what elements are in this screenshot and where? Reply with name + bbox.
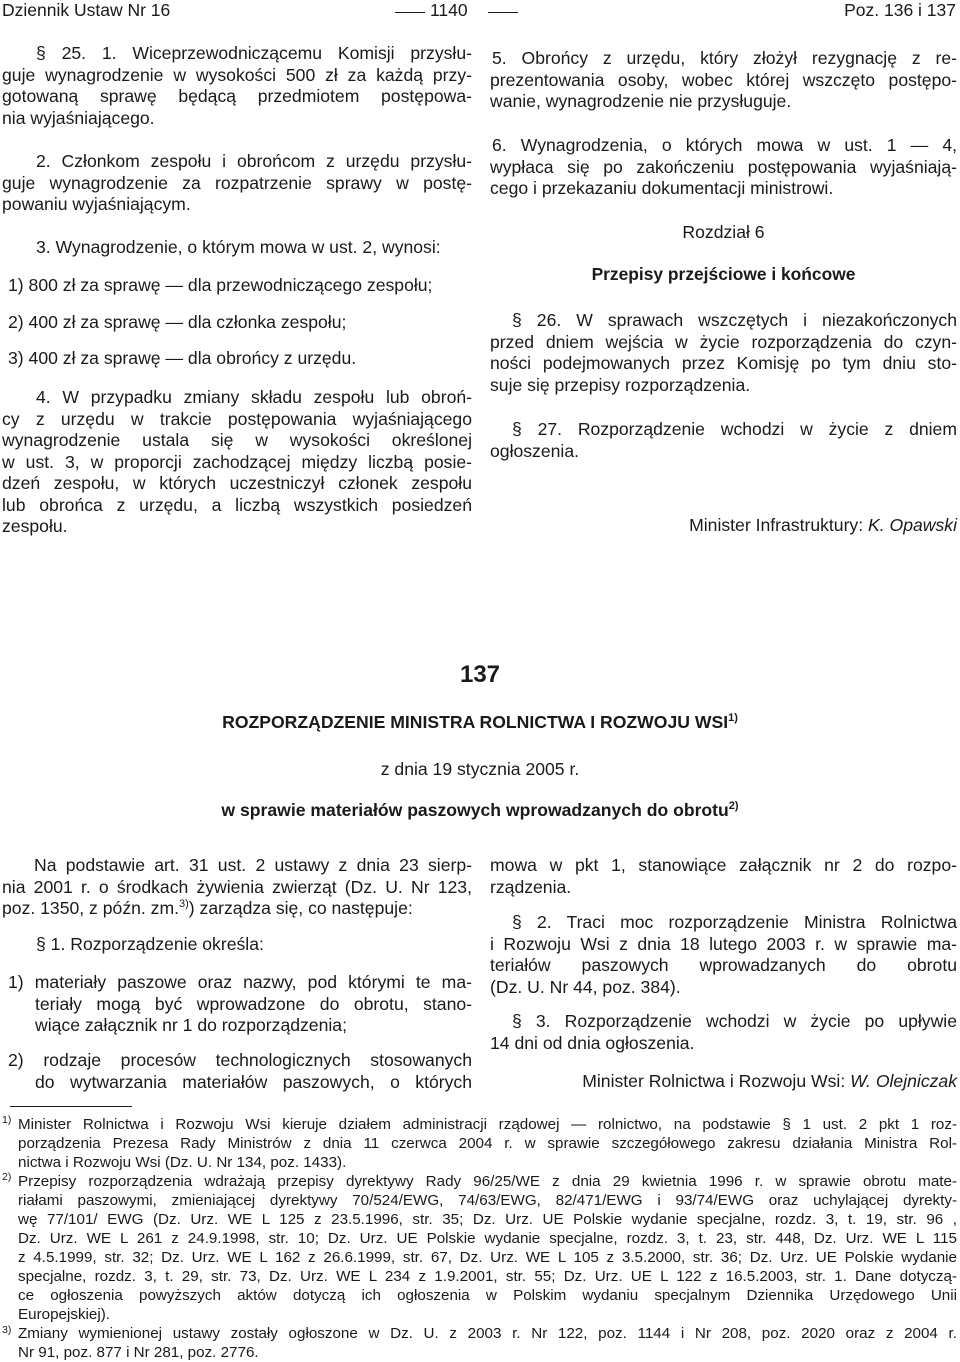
paragraph-25-1: § 25. 1. Wiceprzewodniczącemu Komisji przysłu- guje wynagrodzenie w wysokości 500 zł za każdą przy- gotowaną sprawę będącą przedmiotem postępowa- nia wyjaśniającego. (2, 43, 472, 128)
paragraph-25-3: 3. Wynagrodzenie, o którym mowa w ust. 2, wynosi: (36, 237, 441, 257)
footnote-ref-3: 3) (179, 898, 189, 911)
footnote-3: Zmiany wymienionej ustawy zostały ogłoszone w Dz. U. z 2003 r. Nr 122, poz. 1144 i Nr 208, poz. 2020 oraz z 2004 r. Nr 91, poz. 877 i Nr 281, poz. 2776. (18, 1325, 957, 1361)
paragraph-25-4: 4. W przypadku zmiany składu zespołu lub obroń- cy z urzędu w trakcie postępowania wyjaśniającego wynagrodzenie ustala się w wysokości określonej w ust. 3, w proporcji zachodzącej między liczbą posie- dzeń zespołu, w których uczestniczył członek zespołu lub obrońca z urzędu, a liczbą wszystkich posiedzeń zespołu. (2, 387, 472, 536)
footnote-separator (10, 1106, 132, 1107)
footnote-ref-2: 2) (728, 800, 739, 813)
signature-name: K. Opawski (868, 515, 957, 535)
paragraph-25-2: 2. Członkom zespołu i obrońcom z urzędu przysłu- guje wynagrodzenie za rozpatrzenie sprawy w postę- powaniu wyjaśniającym. (2, 151, 472, 214)
act-date: z dnia 19 stycznia 2005 r. (380, 759, 580, 779)
paragraph-1: § 1. Rozporządzenie określa: (36, 934, 264, 954)
signature-label: Minister Rolnictwa i Rozwoju Wsi: (582, 1071, 851, 1091)
act-title: ROZPORZĄDZENIE MINISTRA ROLNICTWA I ROZWOJU WSI$^{1)}$ (222, 712, 738, 732)
signature-label: Minister Infrastruktury: (689, 515, 869, 535)
scope-item-2: 2) rodzaje procesów technologicznych stosowanych do wytwarzania materiałów paszowych, o których (8, 1050, 472, 1092)
footnote-mark-1: 1) (2, 1114, 12, 1126)
footnote-2: Przepisy rozporządzenia wdrażają przepisy dyrektywy Rady 96/25/WE z dnia 29 kwietnia 1996 r. w sprawie obrotu mate- riałami paszowymi, zmieniającej dyrektywy 70/524/EWG, 74/63/EWG, 82/471/EWG i 93/74/EWG oraz uchylającej dyrekty- wę 77/101/ EWG (Dz. Urz. WE L 125 z 23.5.1996, str. 35; Dz. Urz. UE Polskie wydanie specjalne, rozdz. 3, t. 19, str. 96 , Dz. Urz. WE L 261 z 24.9.1998, str. 10; Dz. Urz. UE Polskie wydanie specjalne, rozdz. 3, t. 23, str. 448, Dz. Urz. WE L 115 z 4.5.1999, str. 32; Dz. Urz. WE L 162 z 26.6.1999, str. 67, Dz. Urz. WE L 105 z 3.5.2000, str. 36; Dz. Urz. UE Polskie wydanie specjalne, rozdz. 3, t. 29, str. 73, Dz. Urz. WE L 234 z 1.9.2001, str. 55; Dz. Urz. UE L 122 z 16.5.2003, str. 1. Dane dotyczą- ce ogłoszenia powyższych aktów dotyczą ich ogłoszenia w Polskim wydaniu specjalnym Dziennika Urzędowego Unii Europejskiej). (18, 1173, 957, 1323)
chapter-number: Rozdział 6 (682, 222, 765, 242)
header-rule-left (395, 12, 425, 13)
paragraph-26: § 26. W sprawach wszczętych i niezakończonych przed dniem wejścia w życie rozporządzenia do czyn- ności podejmowanych przez Komisję po tym dniu sto- suje się przepisy rozporządzenia. (490, 310, 957, 395)
paragraph-3: § 3. Rozporządzenie wchodzi w życie po upływie 14 dni od dnia ogłoszenia. (490, 1011, 957, 1053)
paragraph-27: § 27. Rozporządzenie wchodzi w życie z dniem ogłoszenia. (490, 419, 957, 461)
act-number: 137 (459, 661, 501, 688)
page-header (0, 0, 960, 22)
footnote-mark-2: 2) (2, 1171, 12, 1183)
list-item-3: 3) 400 zł za sprawę — dla obrońcy z urzędu. (8, 348, 357, 368)
scope-item-1: 1) materiały paszowe oraz nazwy, pod którymi te ma- teriały mogą być wprowadzone do obrotu, stano- wiące załącznik nr 1 do rozporządzenia; (8, 972, 472, 1035)
header-rule-right (488, 12, 518, 13)
position-ref: Poz. 136 i 137 (844, 0, 956, 20)
paragraph-25-6: 6. Wynagrodzenia, o których mowa w ust. 1 — 4, wypłaca się po zakończeniu postępowania wyjaśniają- cego i przekazaniu dokumentacji ministrowi. (490, 135, 957, 198)
page-number: 1140 (430, 0, 468, 20)
footnote-ref-1: 1) (728, 712, 738, 725)
journal-title: Dziennik Ustaw Nr 16 (2, 0, 171, 20)
list-item-2: 2) 400 zł za sprawę — dla członka zespołu; (8, 312, 347, 332)
signature-infrastructure (490, 515, 957, 537)
paragraph-2: § 2. Traci moc rozporządzenie Ministra Rolnictwa i Rozwoju Wsi z dnia 18 lutego 2003 r. w sprawie ma- teriałów paszowych wprowadzanych do obrotu (Dz. U. Nr 44, poz. 384). (490, 912, 957, 997)
preamble: Na podstawie art. 31 ust. 2 ustawy z dnia 23 sierp- nia 2001 r. o środkach żywienia zwierząt (Dz. U. Nr 123, poz. 1350, z późn. zm.$^{3)}$) zarządza się, co następuje: (2, 855, 472, 918)
scope-item-2-continued: mowa w pkt 1, stanowiące załącznik nr 2 do rozpo- rządzenia. (490, 855, 957, 897)
paragraph-25-5: 5. Obrońcy z urzędu, który złożył rezygnację z re- prezentowania osoby, wobec której wszczęto postępo- wanie, wynagrodzenie nie przysługuje. (490, 48, 957, 111)
act-subject: w sprawie materiałów paszowych wprowadzanych do obrotu$^{2)}$ (221, 800, 739, 820)
footnote-1: Minister Rolnictwa i Rozwoju Wsi kieruje działem administracji rządowej — rolnictwo, na podstawie § 1 ust. 2 pkt 1 roz- porządzenia Prezesa Rady Ministrów z dnia 11 czerwca 2004 r. w sprawie szczegółowego zakresu działania Ministra Rol- nictwa i Rozwoju Wsi (Dz. U. Nr 134, poz. 1433). (18, 1116, 957, 1171)
chapter-title: Przepisy przejściowe i końcowe (591, 264, 856, 284)
footnote-mark-3: 3) (2, 1324, 12, 1336)
list-item-1: 1) 800 zł za sprawę — dla przewodniczącego zespołu; (8, 275, 433, 295)
signature-agriculture (490, 1071, 957, 1093)
signature-name: W. Olejniczak (850, 1071, 957, 1091)
